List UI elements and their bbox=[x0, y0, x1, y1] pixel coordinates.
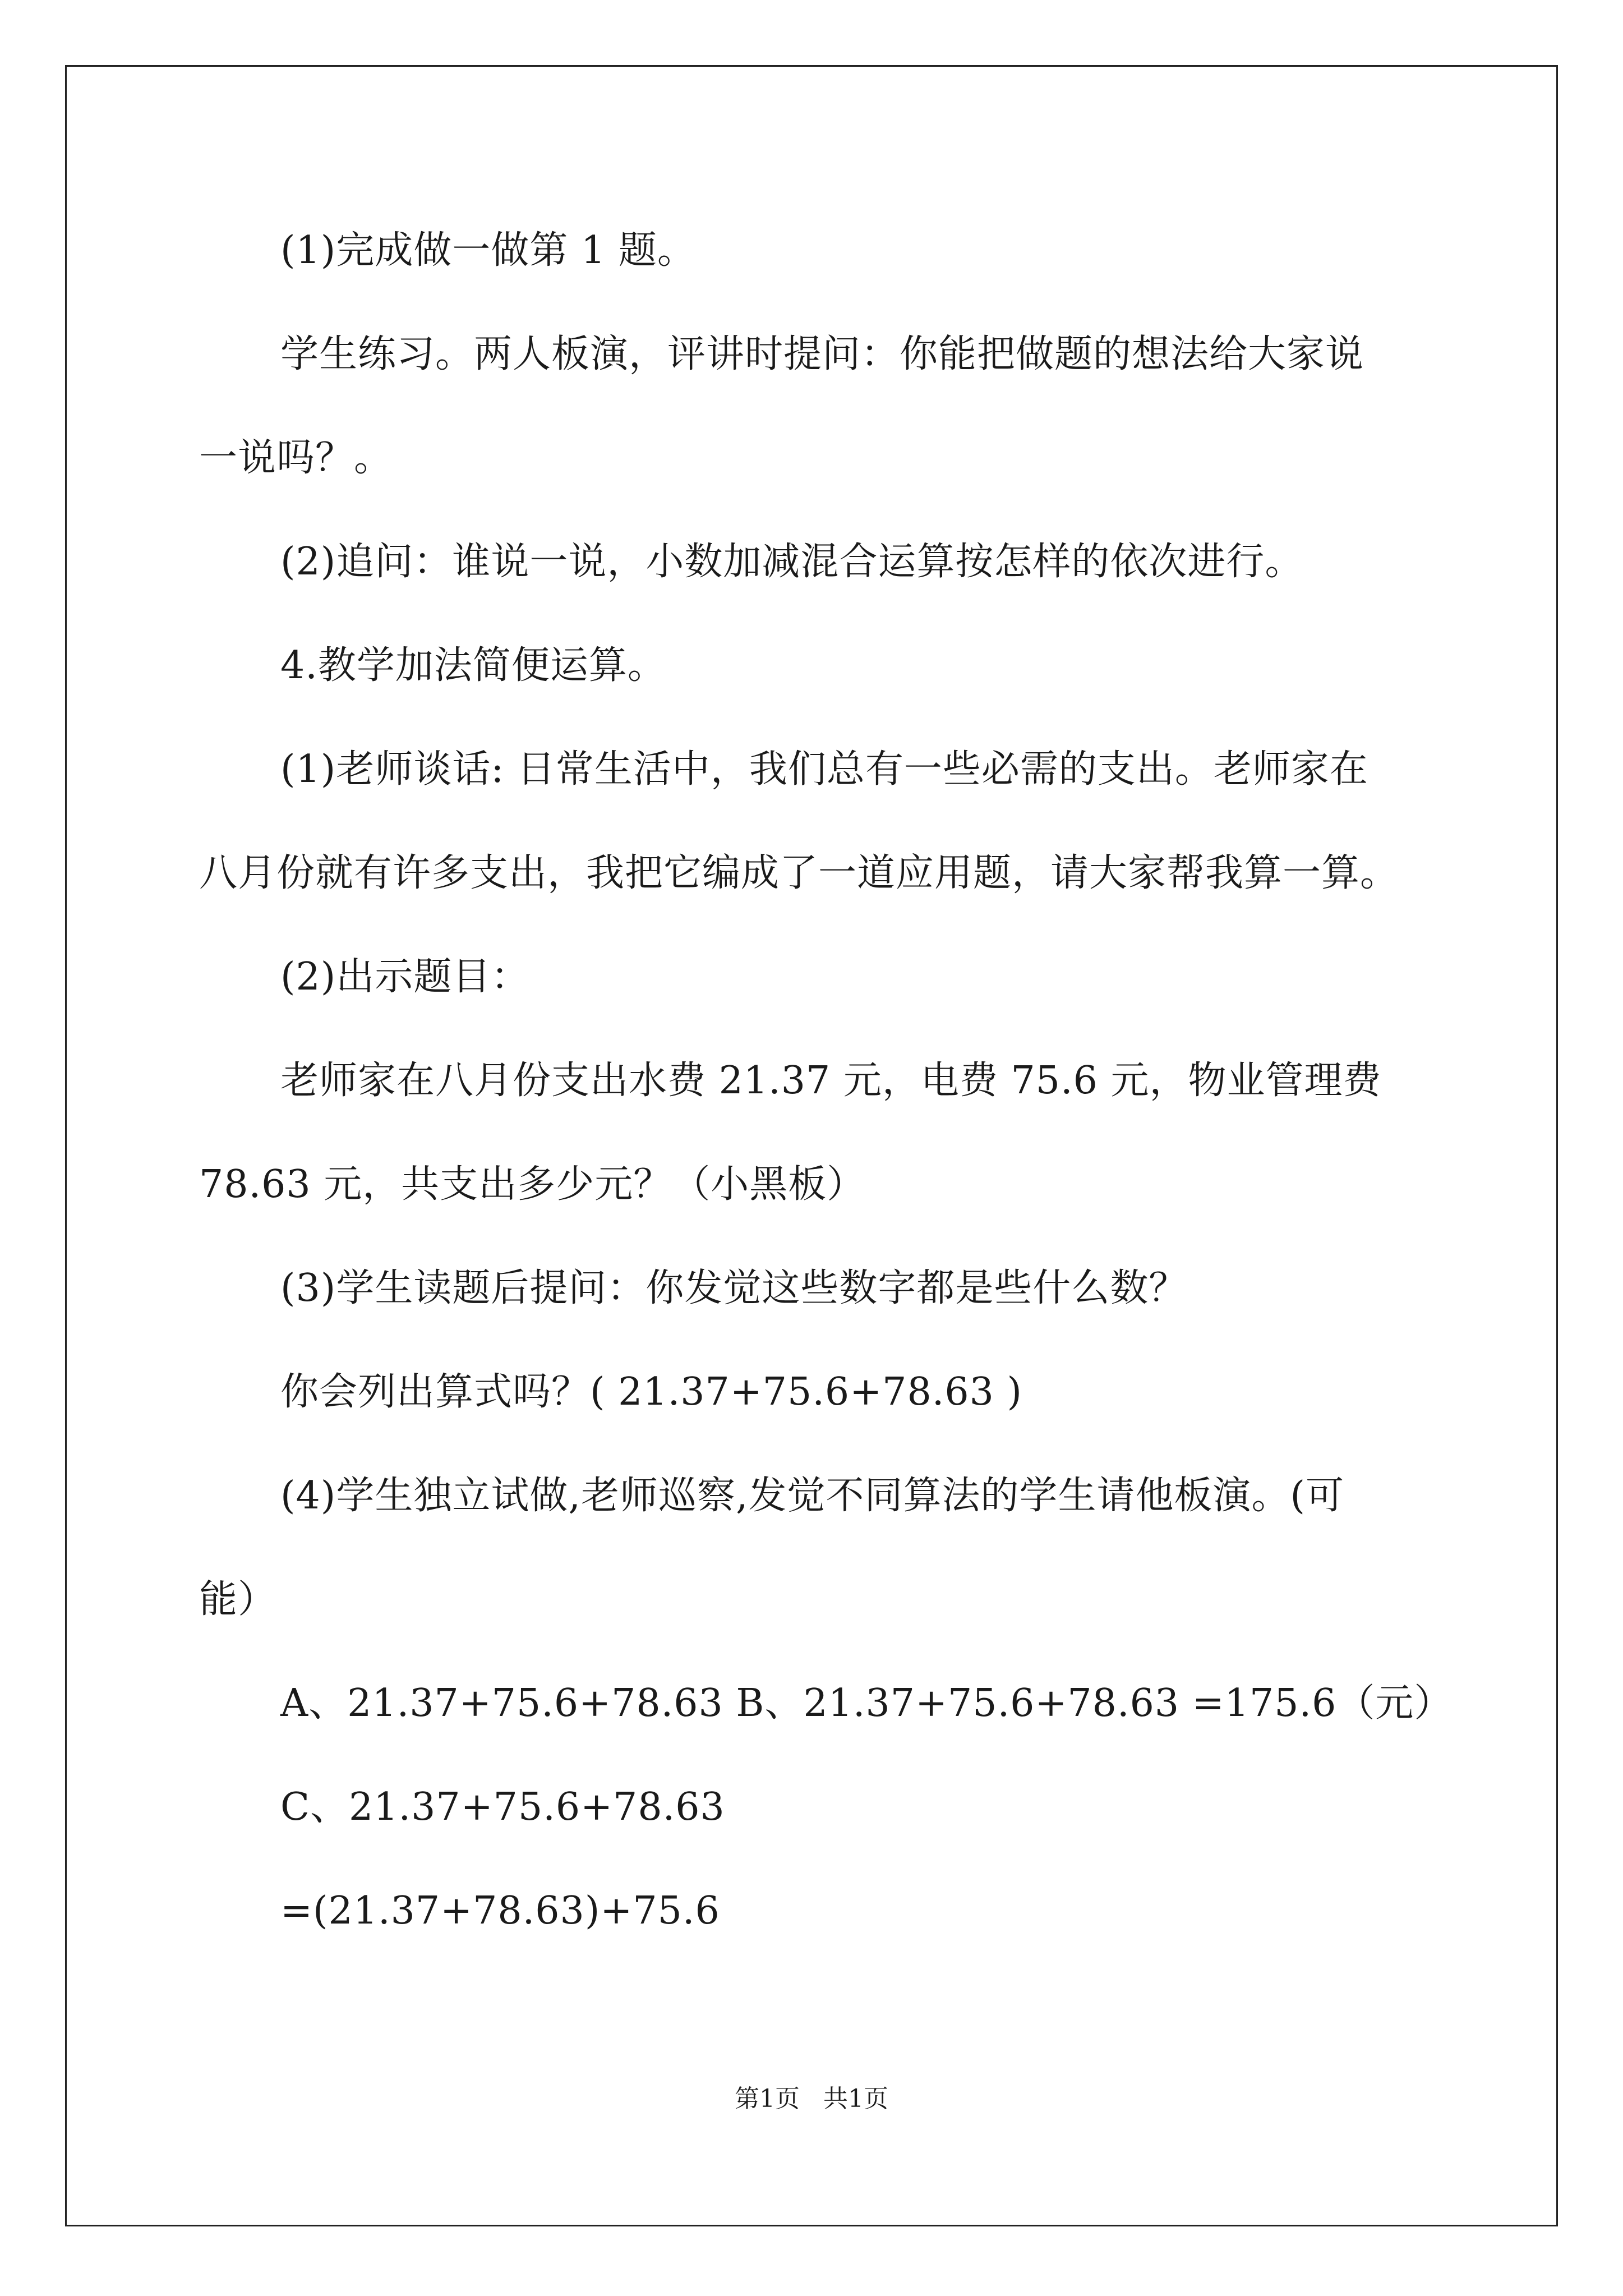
paragraph-line: 78.63 元，共支出多少元？（小黑板） bbox=[199, 1162, 866, 1207]
paragraph-line: (1)老师谈话: 日常生活中，我们总有一些必需的支出。老师家在 bbox=[280, 747, 1368, 792]
paragraph-line: (3)学生读题后提问：你发觉这些数字都是些什么数？ bbox=[280, 1266, 1188, 1310]
paragraph-line: (4)学生独立试做,老师巡察,发觉不同算法的学生请他板演。(可 bbox=[280, 1474, 1345, 1518]
paragraph-line: A、21.37+75.6+78.63 B、21.37+75.6+78.63 =175.6（元） bbox=[280, 1681, 1453, 1726]
paragraph-line: (1)完成做一做第 1 题。 bbox=[280, 228, 696, 273]
paragraph-line: (2)追问：谁说一说，小数加减混合运算按怎样的依次进行。 bbox=[280, 540, 1304, 584]
paragraph-line: 老师家在八月份支出水费 21.37 元，电费 75.6 元，物业管理费 bbox=[280, 1059, 1382, 1103]
paragraph-line: C、21.37+75.6+78.63 bbox=[280, 1785, 725, 1829]
paragraph-line: 你会列出算式吗？( 21.37+75.6+78.63 ) bbox=[280, 1370, 1022, 1414]
paragraph-line: 4.教学加法简便运算。 bbox=[280, 643, 666, 688]
page-number-footer: 第1页 共1页 bbox=[735, 2085, 888, 2113]
paragraph-line: 学生练习。两人板演，评讲时提问：你能把做题的想法给大家说 bbox=[280, 332, 1364, 376]
paragraph-line: 一说吗？。 bbox=[199, 436, 393, 480]
paragraph-line: 八月份就有许多支出，我把它编成了一道应用题，请大家帮我算一算。 bbox=[199, 851, 1399, 895]
paragraph-line: 能） bbox=[199, 1577, 277, 1622]
paragraph-line: =(21.37+78.63)+75.6 bbox=[280, 1889, 720, 1933]
paragraph-line: (2)出示题目： bbox=[280, 955, 530, 999]
